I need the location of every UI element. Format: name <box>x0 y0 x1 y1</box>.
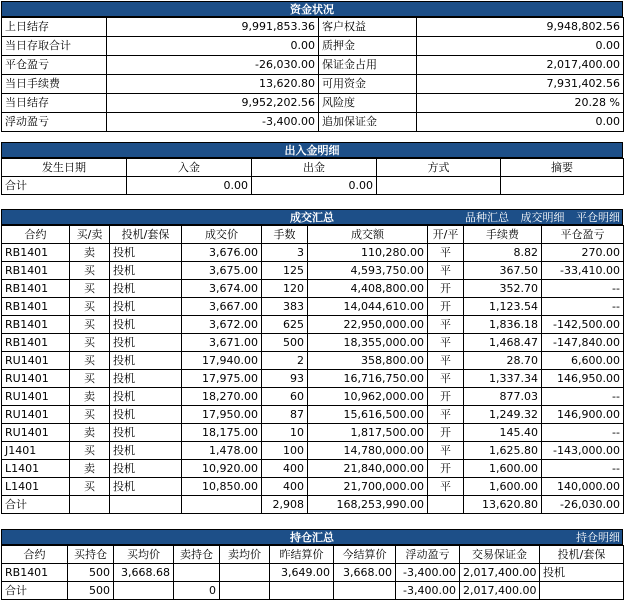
funds-label: 平仓盈亏 <box>2 56 107 75</box>
trade-cell: 17,950.00 <box>182 406 262 424</box>
positions-column-header: 浮动盈亏 <box>396 546 460 564</box>
trades-total-fee: 13,620.80 <box>464 496 542 514</box>
trade-cell: 14,780,000.00 <box>308 442 428 460</box>
trade-cell: 400 <box>262 478 308 496</box>
funds-value: 13,620.80 <box>107 75 319 94</box>
inout-total-in: 0.00 <box>127 177 252 195</box>
positions-total-empty <box>114 582 174 600</box>
position-cell <box>220 564 270 582</box>
trade-cell: -- <box>542 424 624 442</box>
trade-cell: 买 <box>70 334 110 352</box>
trade-cell: 352.70 <box>464 280 542 298</box>
trade-row <box>2 316 624 334</box>
funds-label: 质押金 <box>319 37 417 56</box>
trade-cell: 开 <box>428 460 464 478</box>
trade-cell: RU1401 <box>2 388 70 406</box>
trade-row <box>2 388 624 406</box>
trade-cell: 3,672.00 <box>182 316 262 334</box>
trade-cell: RU1401 <box>2 424 70 442</box>
trade-row <box>2 352 624 370</box>
trade-cell: 2 <box>262 352 308 370</box>
trade-cell: 卖 <box>70 244 110 262</box>
positions-total-empty <box>334 582 396 600</box>
trades-column-header: 平仓盈亏 <box>542 226 624 244</box>
trade-cell: L1401 <box>2 478 70 496</box>
trade-cell: 平 <box>428 244 464 262</box>
positions-column-header: 卖持仓 <box>174 546 220 564</box>
trade-cell: RU1401 <box>2 406 70 424</box>
link-position-detail[interactable]: 持仓明细 <box>576 531 620 544</box>
trade-cell: 投机 <box>110 280 182 298</box>
trade-row <box>2 298 624 316</box>
inout-total-summary <box>501 177 624 195</box>
trades-total-empty <box>110 496 182 514</box>
trade-cell: 367.50 <box>464 262 542 280</box>
trade-cell: -147,840.00 <box>542 334 624 352</box>
trade-cell: 卖 <box>70 388 110 406</box>
trade-cell: -- <box>542 388 624 406</box>
trade-cell: 1,836.18 <box>464 316 542 334</box>
trades-column-header: 成交价 <box>182 226 262 244</box>
funds-value: -26,030.00 <box>107 56 319 75</box>
trade-cell: 4,408,800.00 <box>308 280 428 298</box>
trade-row <box>2 424 624 442</box>
trades-title: 成交汇总 品种汇总 成交明细 平仓明细 <box>1 209 623 225</box>
funds-value: 9,952,202.56 <box>107 94 319 113</box>
positions-total-margin: 2,017,400.00 <box>460 582 540 600</box>
funds-label: 当日存取合计 <box>2 37 107 56</box>
inout-total-row <box>2 177 624 195</box>
trade-cell: 1,600.00 <box>464 478 542 496</box>
positions-links <box>568 530 620 546</box>
trade-cell: 卖 <box>70 424 110 442</box>
inout-section <box>1 142 623 195</box>
trades-total-lots: 2,908 <box>262 496 308 514</box>
trade-cell: RU1401 <box>2 370 70 388</box>
trade-cell: 买 <box>70 406 110 424</box>
trade-cell: 开 <box>428 280 464 298</box>
trade-cell: 4,593,750.00 <box>308 262 428 280</box>
positions-section <box>1 529 623 600</box>
trade-cell: 1,600.00 <box>464 460 542 478</box>
trade-cell: 145.40 <box>464 424 542 442</box>
positions-header-row <box>2 546 624 564</box>
trade-cell: 买 <box>70 280 110 298</box>
funds-label: 上日结存 <box>2 18 107 37</box>
trade-cell: 3,676.00 <box>182 244 262 262</box>
trade-cell: 买 <box>70 478 110 496</box>
funds-row <box>2 113 624 132</box>
inout-table <box>1 158 624 195</box>
trades-total-empty <box>182 496 262 514</box>
positions-total-buy: 500 <box>68 582 114 600</box>
funds-section <box>1 1 623 132</box>
inout-total-method <box>377 177 501 195</box>
trades-column-header: 投机/套保 <box>110 226 182 244</box>
trades-total-empty <box>70 496 110 514</box>
trade-cell: 358,800.00 <box>308 352 428 370</box>
trade-cell: -142,500.00 <box>542 316 624 334</box>
trade-cell: 3 <box>262 244 308 262</box>
trade-cell: 投机 <box>110 316 182 334</box>
trade-cell: 14,044,610.00 <box>308 298 428 316</box>
trade-cell: 10,850.00 <box>182 478 262 496</box>
trade-cell: 投机 <box>110 262 182 280</box>
trade-cell: 买 <box>70 352 110 370</box>
trade-cell: 投机 <box>110 388 182 406</box>
trade-cell: RB1401 <box>2 298 70 316</box>
trade-row <box>2 370 624 388</box>
positions-total-pnl: -3,400.00 <box>396 582 460 600</box>
positions-total-empty <box>270 582 334 600</box>
positions-column-header: 买均价 <box>114 546 174 564</box>
trades-total-amount: 168,253,990.00 <box>308 496 428 514</box>
trade-cell: 21,840,000.00 <box>308 460 428 478</box>
trades-column-header: 合约 <box>2 226 70 244</box>
funds-label: 当日结存 <box>2 94 107 113</box>
funds-value: 9,991,853.36 <box>107 18 319 37</box>
trade-cell: 买 <box>70 370 110 388</box>
trade-cell: J1401 <box>2 442 70 460</box>
trade-cell: 10,920.00 <box>182 460 262 478</box>
funds-label: 风险度 <box>319 94 417 113</box>
funds-value: 20.28 % <box>417 94 624 113</box>
trade-cell: 17,940.00 <box>182 352 262 370</box>
trade-cell: 买 <box>70 316 110 334</box>
trade-cell: 22,950,000.00 <box>308 316 428 334</box>
trade-cell: 140,000.00 <box>542 478 624 496</box>
trade-cell: 买 <box>70 262 110 280</box>
trade-cell: 17,975.00 <box>182 370 262 388</box>
trade-cell: RB1401 <box>2 334 70 352</box>
funds-value: 0.00 <box>417 113 624 132</box>
trade-cell: 877.03 <box>464 388 542 406</box>
funds-label: 可用资金 <box>319 75 417 94</box>
positions-column-header: 今结算价 <box>334 546 396 564</box>
trade-cell: 投机 <box>110 406 182 424</box>
trades-column-header: 买/卖 <box>70 226 110 244</box>
trade-cell: 开 <box>428 388 464 406</box>
trades-total-label: 合计 <box>2 496 70 514</box>
trade-cell: RU1401 <box>2 352 70 370</box>
trade-cell: 平 <box>428 334 464 352</box>
trade-cell: 93 <box>262 370 308 388</box>
trade-cell: 18,355,000.00 <box>308 334 428 352</box>
trade-cell: 平 <box>428 316 464 334</box>
funds-table <box>1 17 624 132</box>
trade-cell: 8.82 <box>464 244 542 262</box>
trade-cell: 投机 <box>110 352 182 370</box>
trade-row <box>2 442 624 460</box>
trade-cell: 投机 <box>110 442 182 460</box>
trade-cell: L1401 <box>2 460 70 478</box>
link-close-detail[interactable]: 平仓明细 <box>576 211 620 224</box>
trades-section <box>1 209 623 514</box>
trade-cell: 1,625.80 <box>464 442 542 460</box>
trade-cell: 平 <box>428 478 464 496</box>
trade-cell: 18,270.00 <box>182 388 262 406</box>
inout-header-row <box>2 159 624 177</box>
trade-cell: RB1401 <box>2 280 70 298</box>
trade-cell: 平 <box>428 442 464 460</box>
position-cell: 500 <box>68 564 114 582</box>
trade-cell: 625 <box>262 316 308 334</box>
trade-cell: 1,123.54 <box>464 298 542 316</box>
trade-cell: 146,900.00 <box>542 406 624 424</box>
positions-total-empty <box>220 582 270 600</box>
trade-cell: 10,962,000.00 <box>308 388 428 406</box>
trade-cell: 投机 <box>110 244 182 262</box>
position-cell: -3,400.00 <box>396 564 460 582</box>
trade-cell: 21,700,000.00 <box>308 478 428 496</box>
position-cell: RB1401 <box>2 564 68 582</box>
trade-cell: 卖 <box>70 460 110 478</box>
trade-cell: 1,468.47 <box>464 334 542 352</box>
trade-cell: 270.00 <box>542 244 624 262</box>
trade-cell: 10 <box>262 424 308 442</box>
trade-cell: 买 <box>70 298 110 316</box>
trade-cell: 400 <box>262 460 308 478</box>
trade-cell: 500 <box>262 334 308 352</box>
position-cell: 3,649.00 <box>270 564 334 582</box>
funds-value: 7,931,402.56 <box>417 75 624 94</box>
inout-header-method: 方式 <box>377 159 501 177</box>
positions-total-label: 合计 <box>2 582 68 600</box>
trade-cell: 100 <box>262 442 308 460</box>
trades-header-row <box>2 226 624 244</box>
trade-row <box>2 406 624 424</box>
trade-cell: 3,671.00 <box>182 334 262 352</box>
position-cell: 投机 <box>540 564 624 582</box>
position-cell: 3,668.68 <box>114 564 174 582</box>
funds-row <box>2 37 624 56</box>
trade-cell: 3,674.00 <box>182 280 262 298</box>
trades-table <box>1 225 624 514</box>
trade-cell: 1,817,500.00 <box>308 424 428 442</box>
positions-column-header: 昨结算价 <box>270 546 334 564</box>
trade-cell: 146,950.00 <box>542 370 624 388</box>
trade-cell: 87 <box>262 406 308 424</box>
funds-label: 追加保证金 <box>319 113 417 132</box>
trade-cell: 平 <box>428 262 464 280</box>
trades-total-row <box>2 496 624 514</box>
trades-column-header: 手续费 <box>464 226 542 244</box>
position-cell: 3,668.00 <box>334 564 396 582</box>
trade-row <box>2 460 624 478</box>
funds-value: 0.00 <box>417 37 624 56</box>
trades-links <box>457 210 620 226</box>
trade-cell: -- <box>542 280 624 298</box>
funds-value: -3,400.00 <box>107 113 319 132</box>
trade-cell: RB1401 <box>2 316 70 334</box>
trade-cell: 投机 <box>110 478 182 496</box>
funds-value: 2,017,400.00 <box>417 56 624 75</box>
position-cell <box>174 564 220 582</box>
trade-cell: -- <box>542 298 624 316</box>
trade-cell: 1,478.00 <box>182 442 262 460</box>
trades-total-pnl: -26,030.00 <box>542 496 624 514</box>
link-trade-detail[interactable]: 成交明细 <box>520 211 565 224</box>
inout-total-out: 0.00 <box>252 177 377 195</box>
trade-cell: 60 <box>262 388 308 406</box>
positions-title: 持仓汇总 持仓明细 <box>1 529 623 545</box>
trade-cell: 平 <box>428 406 464 424</box>
trade-cell: 投机 <box>110 334 182 352</box>
position-row <box>2 564 624 582</box>
trades-column-header: 成交额 <box>308 226 428 244</box>
funds-row <box>2 94 624 113</box>
trades-column-header: 手数 <box>262 226 308 244</box>
inout-header-out: 出金 <box>252 159 377 177</box>
funds-label: 保证金占用 <box>319 56 417 75</box>
positions-column-header: 合约 <box>2 546 68 564</box>
inout-total-label: 合计 <box>2 177 127 195</box>
link-variety-summary[interactable]: 品种汇总 <box>465 211 509 224</box>
trade-cell: 125 <box>262 262 308 280</box>
funds-row <box>2 56 624 75</box>
funds-title: 资金状况 <box>1 1 623 17</box>
inout-header-summary: 摘要 <box>501 159 624 177</box>
trade-cell: RB1401 <box>2 244 70 262</box>
funds-label: 当日手续费 <box>2 75 107 94</box>
trade-cell: 1,337.34 <box>464 370 542 388</box>
trade-cell: 3,667.00 <box>182 298 262 316</box>
trade-cell: 开 <box>428 298 464 316</box>
trade-cell: RB1401 <box>2 262 70 280</box>
trade-cell: 383 <box>262 298 308 316</box>
positions-column-header: 投机/套保 <box>540 546 624 564</box>
trade-cell: 投机 <box>110 424 182 442</box>
funds-row <box>2 18 624 37</box>
inout-header-in: 入金 <box>127 159 252 177</box>
trade-cell: 开 <box>428 424 464 442</box>
trade-cell: 6,600.00 <box>542 352 624 370</box>
positions-column-header: 交易保证金 <box>460 546 540 564</box>
trade-cell: 1,249.32 <box>464 406 542 424</box>
trade-cell: 投机 <box>110 370 182 388</box>
inout-title: 出入金明细 <box>1 142 623 158</box>
funds-row <box>2 75 624 94</box>
positions-total-empty <box>540 582 624 600</box>
positions-column-header: 买持仓 <box>68 546 114 564</box>
trade-row <box>2 478 624 496</box>
trade-row <box>2 280 624 298</box>
trade-cell: 投机 <box>110 460 182 478</box>
trade-cell: 投机 <box>110 298 182 316</box>
trade-cell: 3,675.00 <box>182 262 262 280</box>
trade-cell: 平 <box>428 352 464 370</box>
positions-total-sell: 0 <box>174 582 220 600</box>
trade-cell: 买 <box>70 442 110 460</box>
positions-table <box>1 545 624 600</box>
trade-cell: 110,280.00 <box>308 244 428 262</box>
funds-label: 浮动盈亏 <box>2 113 107 132</box>
trade-cell: -143,000.00 <box>542 442 624 460</box>
trade-cell: -33,410.00 <box>542 262 624 280</box>
inout-header-date: 发生日期 <box>2 159 127 177</box>
trade-cell: 16,716,750.00 <box>308 370 428 388</box>
trade-cell: 28.70 <box>464 352 542 370</box>
positions-column-header: 卖均价 <box>220 546 270 564</box>
trade-row <box>2 334 624 352</box>
trade-cell: 15,616,500.00 <box>308 406 428 424</box>
trade-cell: 120 <box>262 280 308 298</box>
position-cell: 2,017,400.00 <box>460 564 540 582</box>
trade-row <box>2 244 624 262</box>
trade-cell: 18,175.00 <box>182 424 262 442</box>
trade-cell: 平 <box>428 370 464 388</box>
funds-label: 客户权益 <box>319 18 417 37</box>
funds-value: 0.00 <box>107 37 319 56</box>
funds-value: 9,948,802.56 <box>417 18 624 37</box>
trades-total-empty <box>428 496 464 514</box>
positions-total-row <box>2 582 624 600</box>
trade-row <box>2 262 624 280</box>
trades-column-header: 开/平 <box>428 226 464 244</box>
trade-cell: -- <box>542 460 624 478</box>
